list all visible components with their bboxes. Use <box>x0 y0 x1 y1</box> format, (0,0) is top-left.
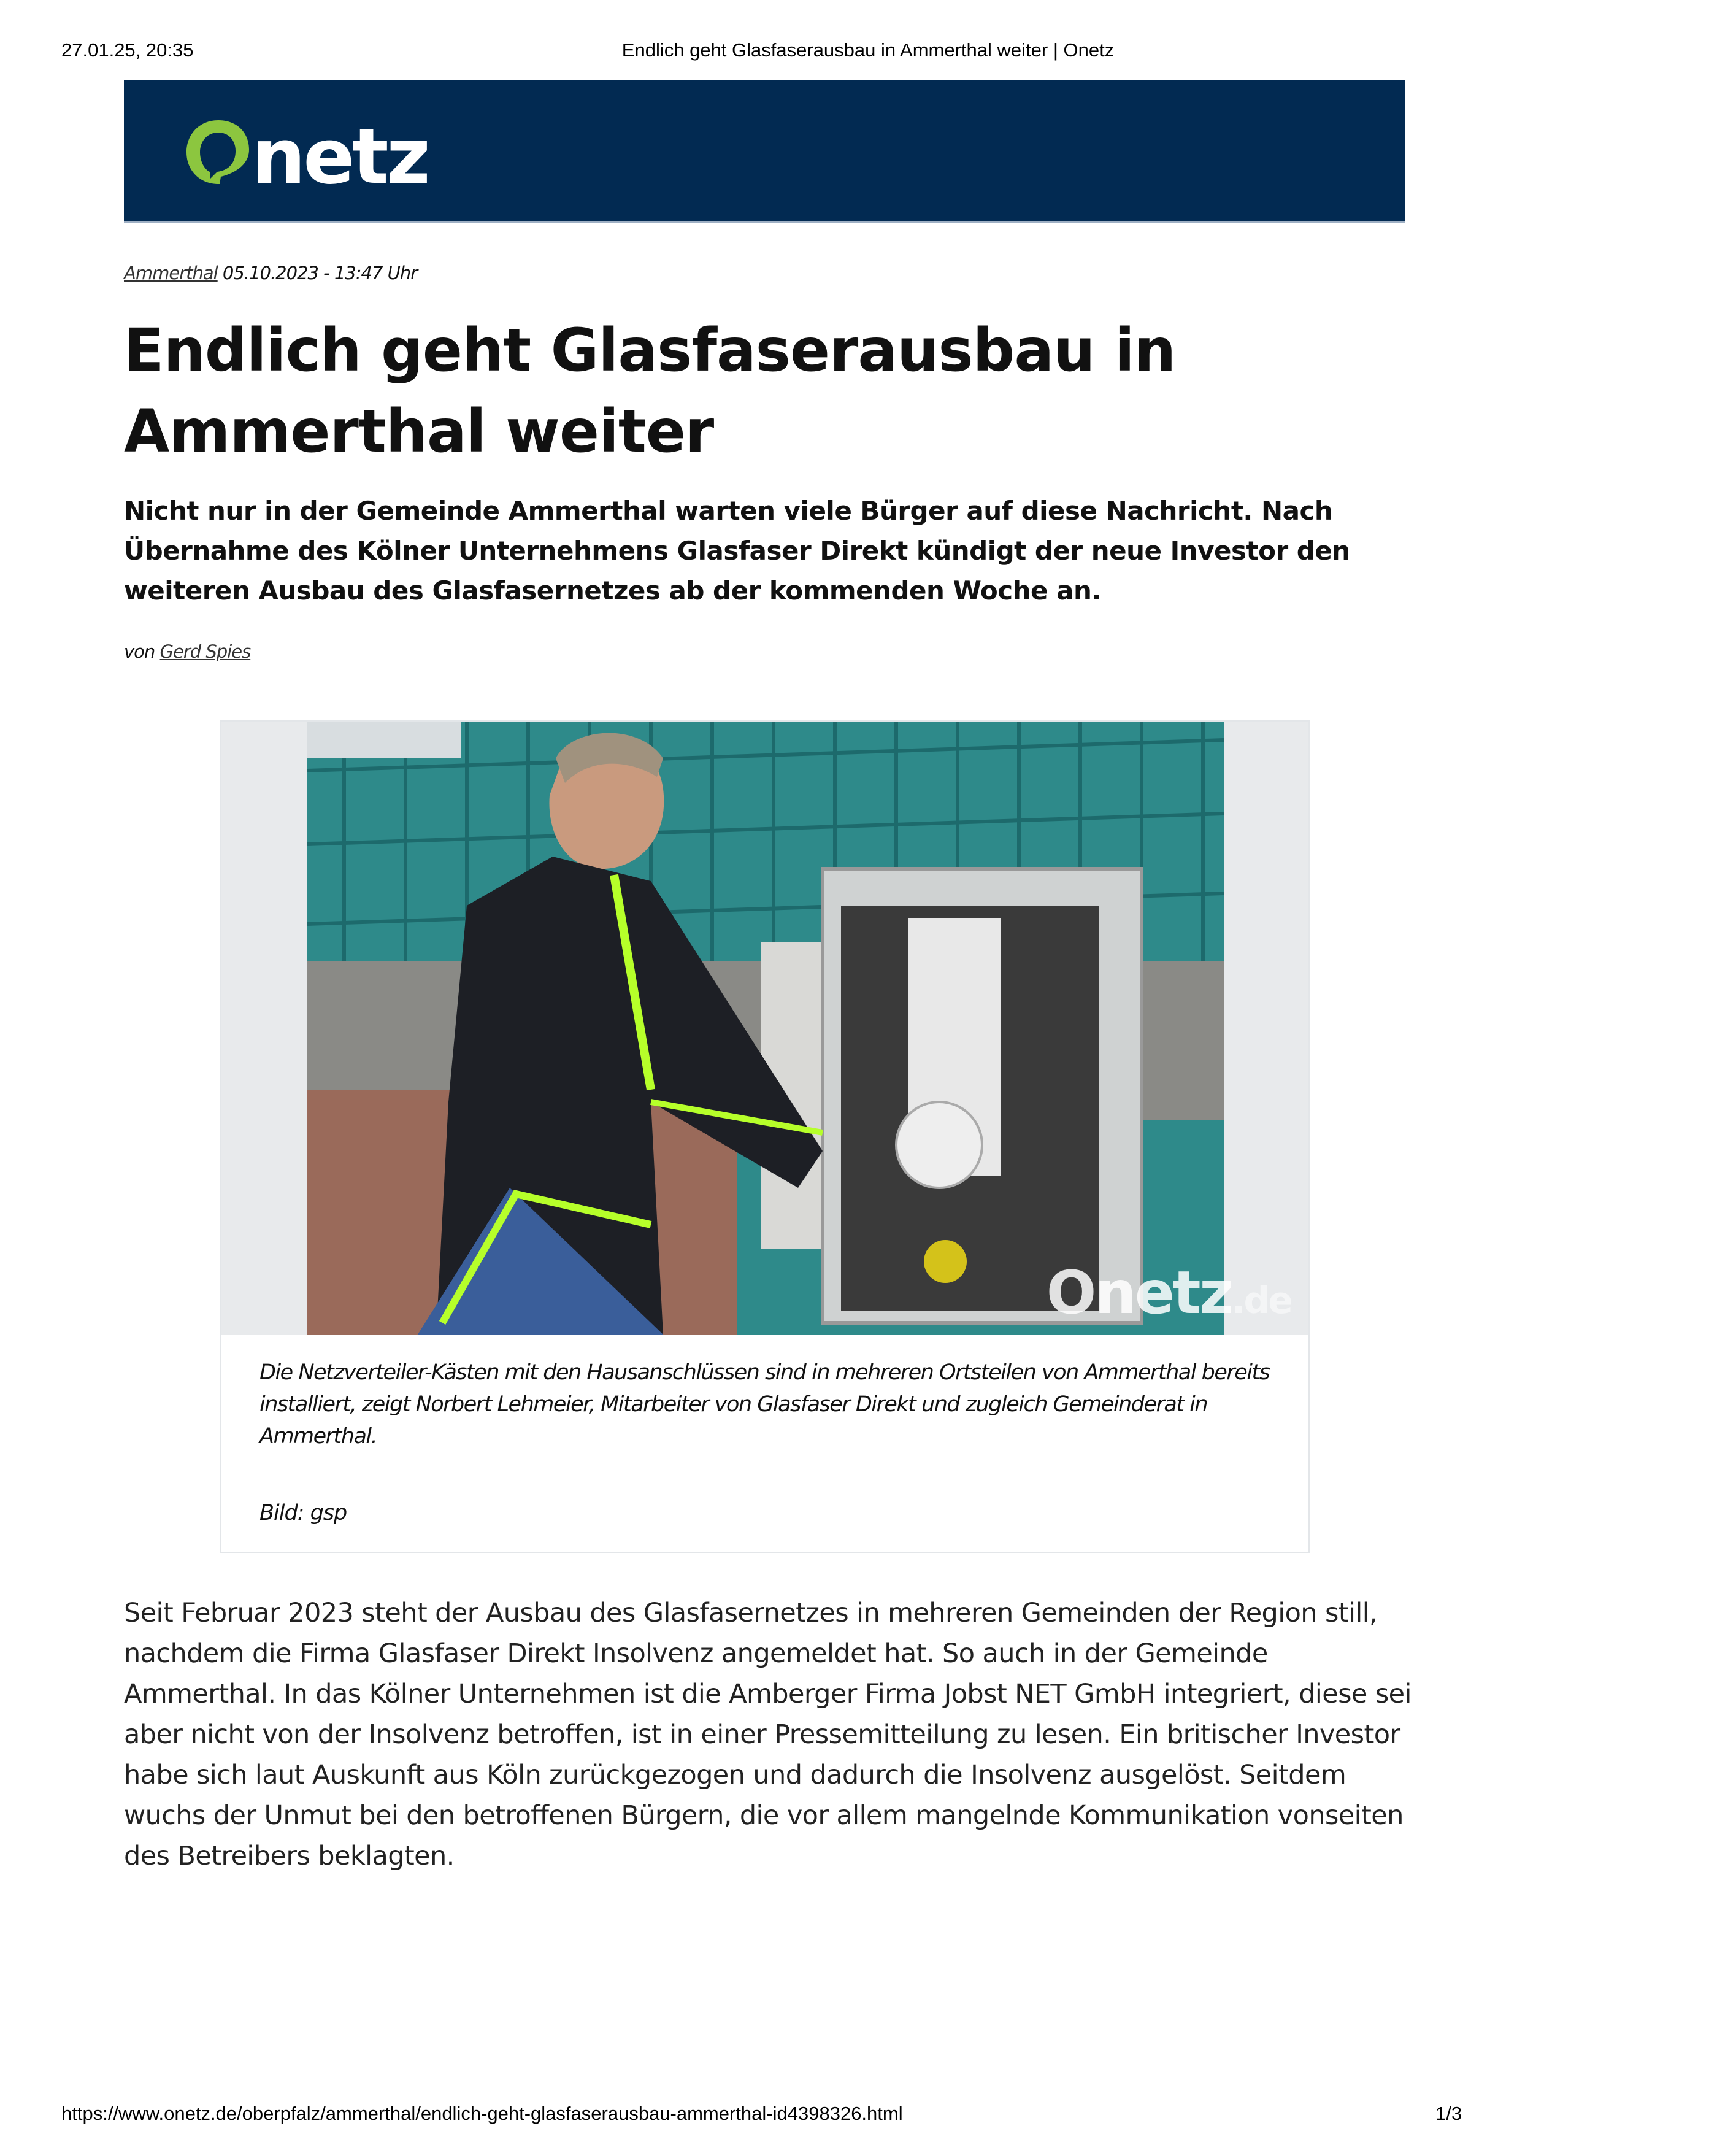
photo-watermark: Onetz.de <box>1046 1258 1291 1327</box>
figure-caption: Die Netzverteiler-Kästen mit den Hausanschlüssen sind in mehreren Ortsteilen von Ammerthal bereits installiert, zeigt Norbert Lehmeier, Mitarbeiter von Glasfaser Direkt und zugleich Gemeinderat in Ammerthal. <box>259 1360 1270 1449</box>
print-url: https://www.onetz.de/oberpfalz/ammerthal/endlich-geht-glasfaserausbau-ammerthal-id4398326.html <box>61 2103 903 2124</box>
publish-date: 05.10.2023 - 13:47 Uhr <box>222 263 418 283</box>
onetz-logo[interactable] <box>183 113 440 201</box>
author-link[interactable]: Gerd Spies <box>159 641 251 662</box>
print-datetime: 27.01.25, 20:35 <box>61 39 194 61</box>
author-prefix: von <box>124 641 155 662</box>
article-figure <box>220 720 1310 1553</box>
article-meta <box>124 263 417 283</box>
article-lead: Nicht nur in der Gemeinde Ammerthal warten viele Bürger auf diese Nachricht. Nach Übernahme des Kölner Unternehmens Glasfaser Direkt kündigt der neue Investor den weiteren Ausbau des Glasfasernetzes ab der kommenden Woche an. <box>124 496 1350 606</box>
site-header-banner <box>124 80 1405 223</box>
print-title: Endlich geht Glasfaserausbau in Ammerthal weiter | Onetz <box>621 39 1115 61</box>
svg-text:netz: netz <box>252 113 428 201</box>
print-page-number: 1/3 <box>1435 2103 1462 2124</box>
article-body-paragraph: Seit Februar 2023 steht der Ausbau des Glasfasernetzes in mehreren Gemeinden der Region still, nachdem die Firma Glasfaser Direkt Insolvenz angemeldet hat. So auch in der Gemeinde Ammerthal. In das Kölner Unternehmen ist die Amberger Firma Jobst NET GmbH integriert, diese sei aber nicht von der Insolvenz betroffen, ist in einer Pressemitteilung zu lesen. Ein britischer Investor habe sich laut Auskunft aus Köln zurückgezogen und dadurch die Insolvenz ausgelöst. Seitdem wuchs der Unmut bei den betroffenen Bürgern, die vor allem mangelnde Kommunikation vonseiten des Betreibers beklagten. <box>124 1598 1411 1871</box>
article-photo[interactable] <box>307 722 1291 1335</box>
location-link[interactable]: Ammerthal <box>124 263 218 283</box>
figure-credit: Bild: gsp <box>259 1501 347 1525</box>
article-title: Endlich geht Glasfaserausbau in Ammerthal weiter <box>124 316 1176 466</box>
author-line <box>124 641 250 662</box>
